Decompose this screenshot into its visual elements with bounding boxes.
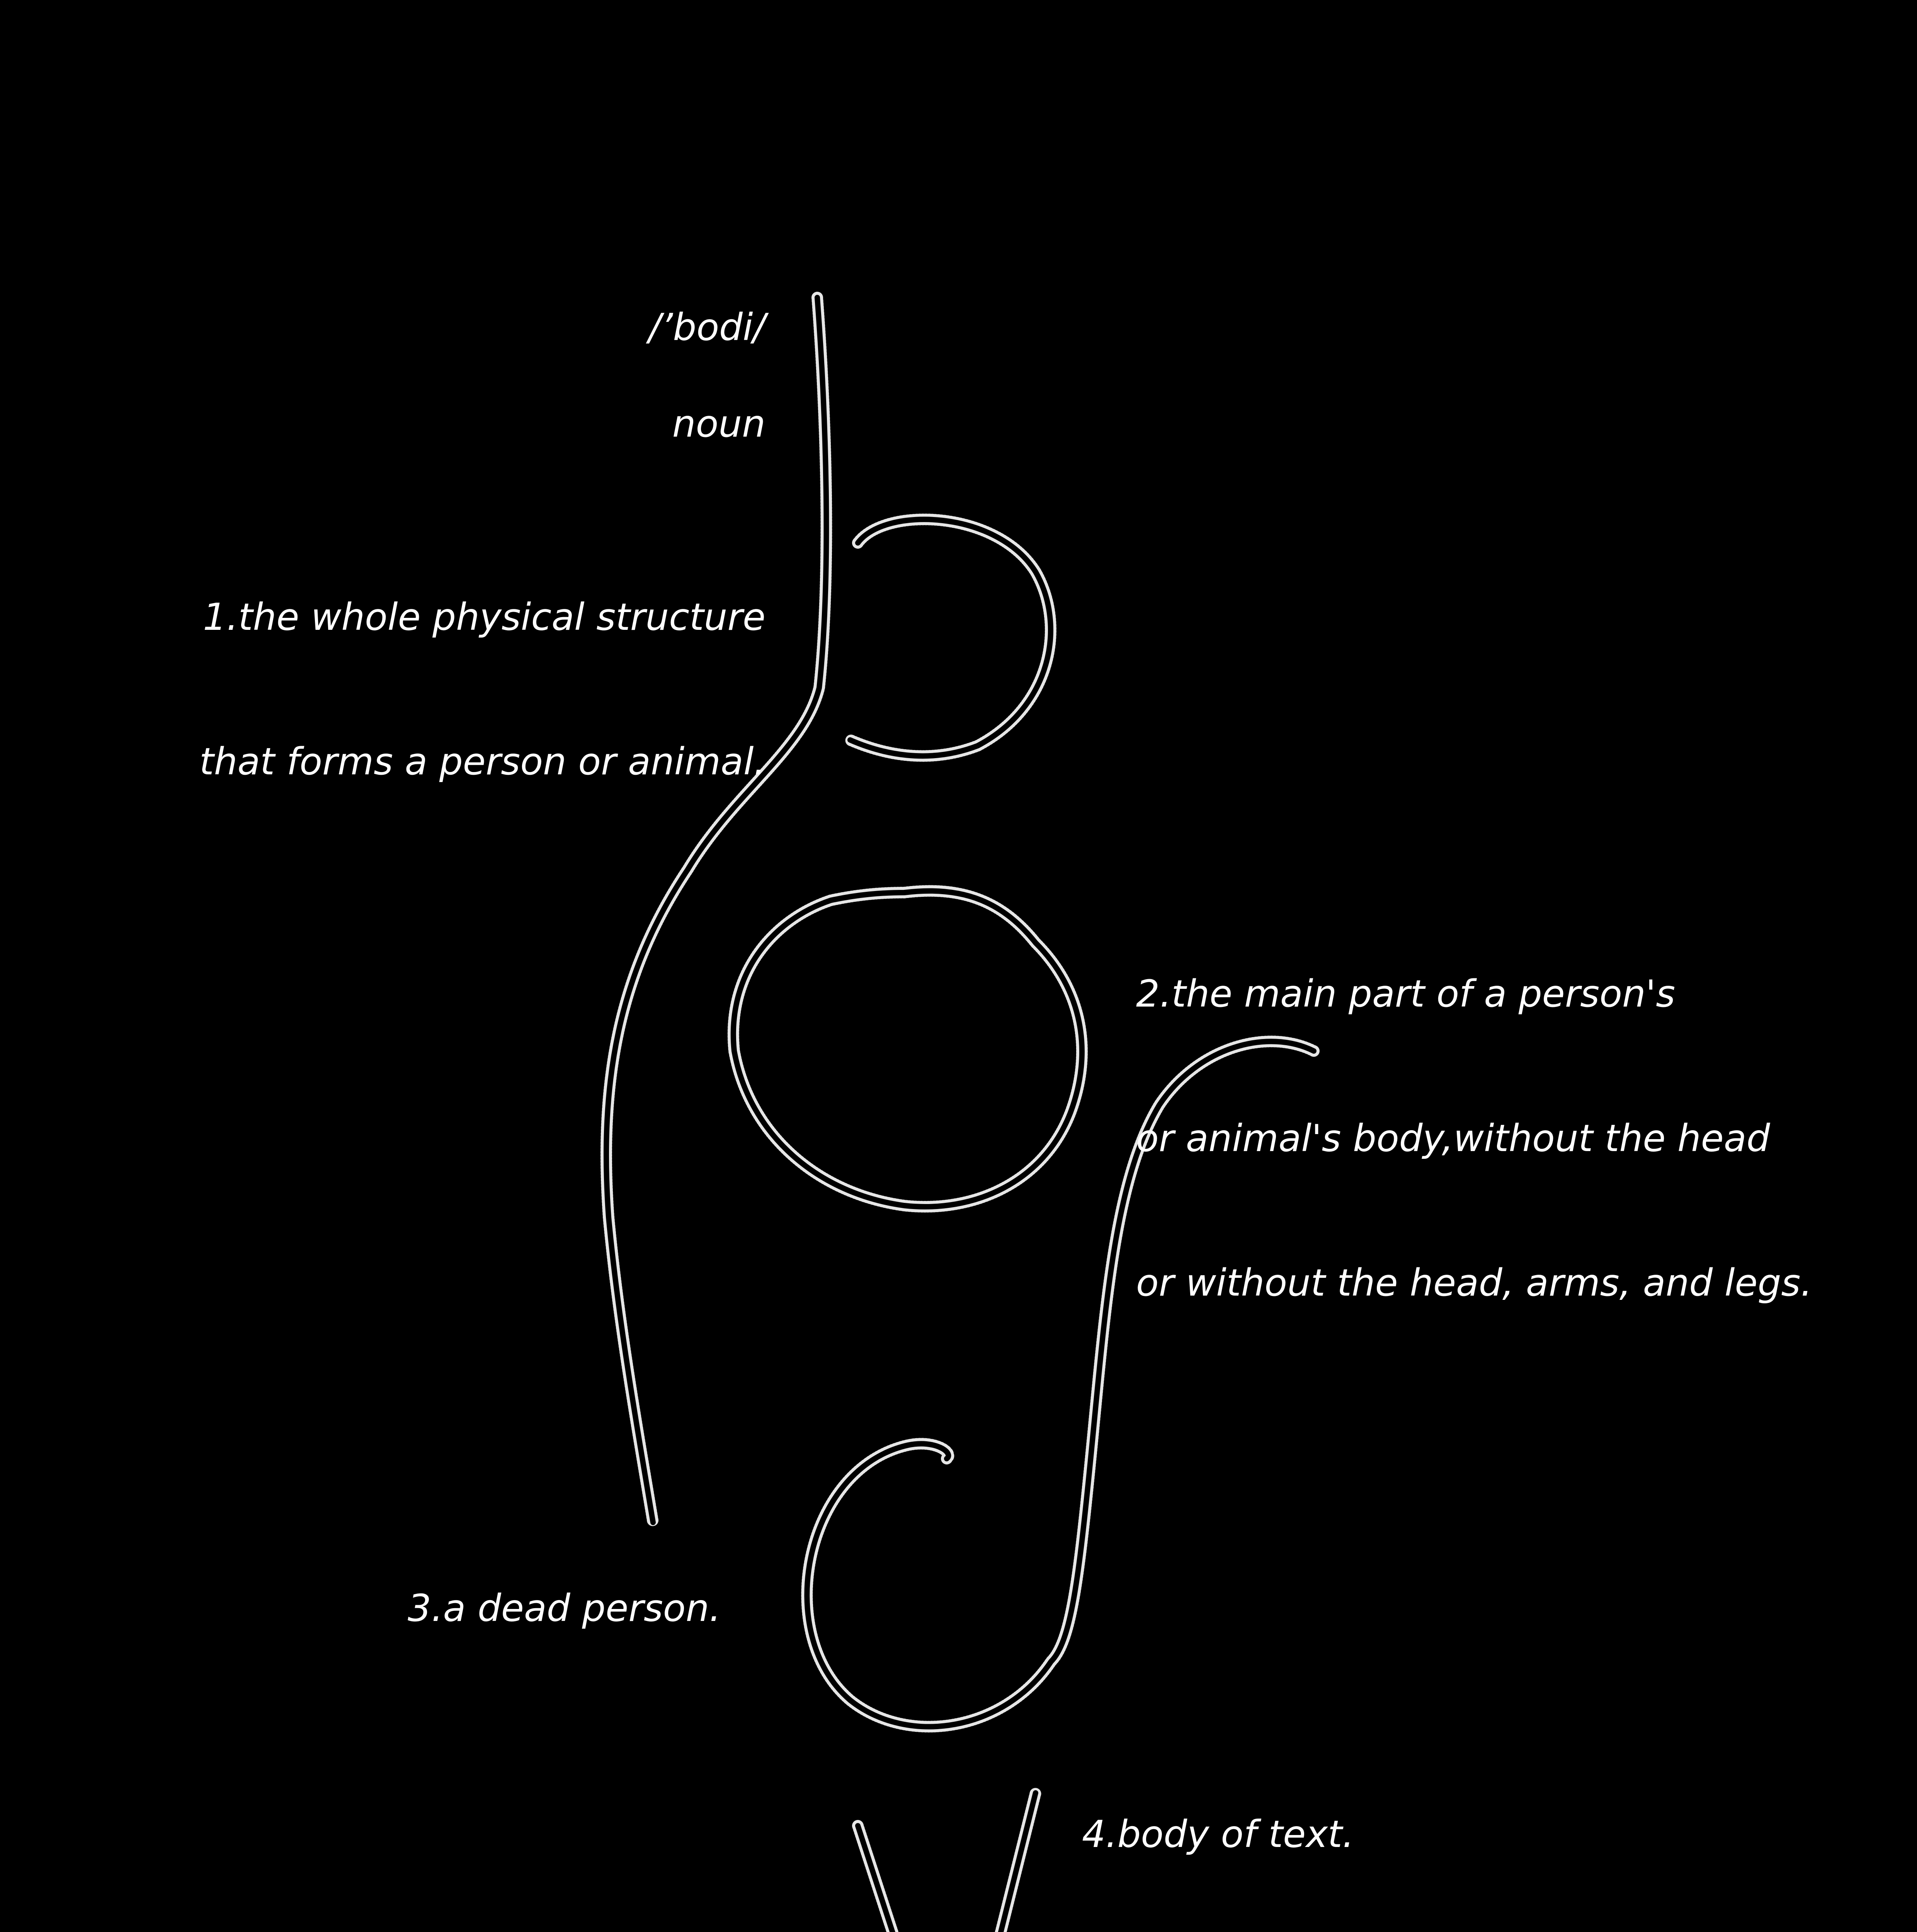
pronunciation: /’bodi/ — [648, 306, 765, 349]
definition-2-line-1: 2.the main part of a person's — [1136, 972, 1675, 1015]
letter-b-stem — [606, 298, 827, 1522]
definition-4: 4.body of text. — [1082, 1813, 1354, 1856]
definition-3: 3.a dead person. — [408, 1587, 721, 1630]
letter-b-drawing — [606, 298, 1051, 1522]
definition-1-line-1: 1.the whole physical structure — [203, 595, 765, 639]
part-of-speech: noun — [672, 402, 765, 446]
definition-2 — [1136, 873, 1812, 1355]
definition-1-line-2: that forms a person or animal. — [199, 740, 765, 783]
definition-2-line-2: or animal's body,without the head — [1136, 1116, 1770, 1160]
letter-o-drawing — [733, 891, 1082, 1207]
definition-1 — [199, 497, 765, 834]
definition-2-line-3: or without the head, arms, and legs. — [1136, 1261, 1813, 1305]
letter-y-drawing — [858, 1793, 1036, 1932]
